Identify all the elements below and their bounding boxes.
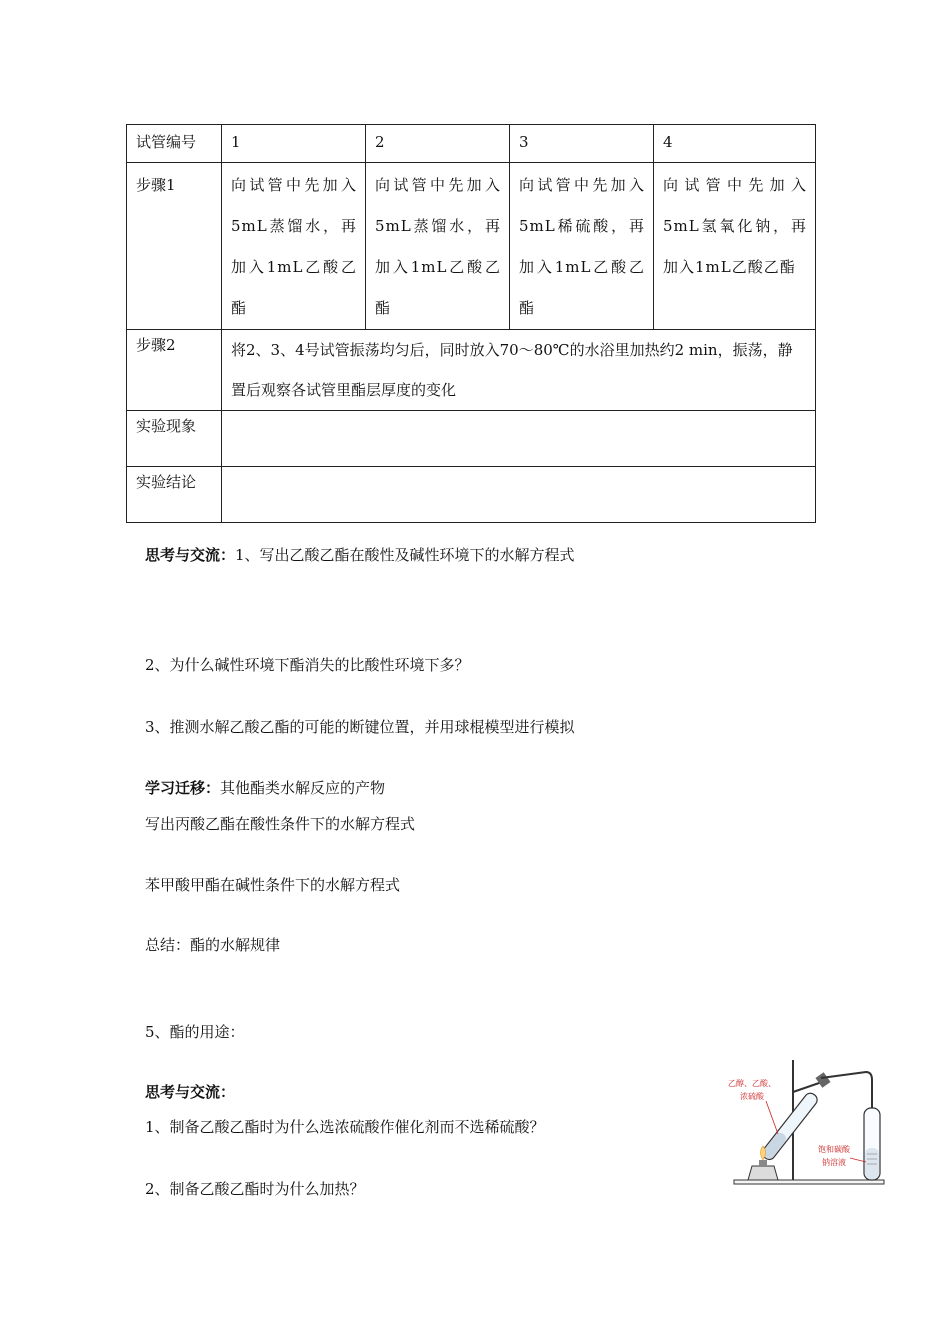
- section1-question-2: 2、为什么碱性环境下酯消失的比酸性环境下多？: [145, 656, 470, 674]
- section4-heading: 思考与交流：: [145, 1083, 236, 1101]
- header-cell-tube-1: 1: [222, 125, 366, 163]
- step1-cell-tube-2: 向试管中先加入5mL蒸馏水，再加入1mL乙酸乙酯: [366, 163, 510, 330]
- clamp-head: [815, 1072, 830, 1088]
- alcohol-lamp: [748, 1166, 778, 1180]
- apparatus-diagram: [726, 1056, 886, 1191]
- step1-cell-tube-4: 向试管中先加入5mL氢氧化钠，再加入1mL乙酸乙酯: [654, 163, 816, 330]
- section1-question-1: 1、写出乙酸乙酯在酸性及碱性环境下的水解方程式: [235, 546, 575, 564]
- label-reagents-2: 浓硫酸: [740, 1092, 764, 1101]
- reaction-tube: [760, 1091, 819, 1162]
- clamp-arm: [793, 1082, 822, 1092]
- experiment-table: [126, 124, 816, 523]
- section2-summary: 总结：酯的水解规律: [145, 936, 281, 954]
- header-cell-tube-4: 4: [654, 125, 816, 163]
- step1-label: 步骤1: [127, 163, 222, 330]
- step1-cell-tube-3: 向试管中先加入5mL稀硫酸，再加入1mL乙酸乙酯: [510, 163, 654, 330]
- table-header-row: [127, 125, 816, 163]
- step2-row: [127, 330, 816, 411]
- section1-heading: 思考与交流：: [145, 546, 236, 564]
- section2-heading-rest: 其他酯类水解反应的产物: [220, 779, 386, 797]
- stand-base: [734, 1180, 884, 1184]
- label-reagents-1: 乙醇、乙酸、: [728, 1079, 776, 1088]
- conclusion-label: 实验结论: [127, 467, 222, 523]
- label-solution-2: 钠溶液: [822, 1158, 846, 1167]
- phenomenon-label: 实验现象: [127, 411, 222, 467]
- section3-title: 5、酯的用途：: [145, 1023, 245, 1041]
- step1-cell-tube-1: 向试管中先加入5mL蒸馏水，再加入1mL乙酸乙酯: [222, 163, 366, 330]
- section2-heading-line: [145, 777, 385, 798]
- header-cell-label: 试管编号: [127, 125, 222, 163]
- label-pointer-1: [766, 1101, 778, 1134]
- collecting-liquid: [865, 1148, 879, 1179]
- section2-line-2: 苯甲酸甲酯在碱性条件下的水解方程式: [145, 876, 401, 894]
- conclusion-row: [127, 467, 816, 523]
- section2-line-1: 写出丙酸乙酯在酸性条件下的水解方程式: [145, 815, 416, 833]
- header-cell-tube-2: 2: [366, 125, 510, 163]
- step2-text: 将2、3、4号试管振荡均匀后，同时放入70～80℃的水浴里加热约2 min，振荡，静置后观察各试管里酯层厚度的变化: [222, 330, 816, 411]
- step2-label: 步骤2: [127, 330, 222, 411]
- apparatus-figure: [726, 1056, 886, 1191]
- phenomenon-answer-cell[interactable]: [222, 411, 816, 467]
- step1-row: [127, 163, 816, 330]
- section4-question-2: 2、制备乙酸乙酯时为什么加热？: [145, 1180, 365, 1198]
- conclusion-answer-cell[interactable]: [222, 467, 816, 523]
- label-solution-1: 饱和碳酸: [818, 1145, 850, 1154]
- section2-heading: 学习迁移：: [145, 779, 221, 797]
- section4-question-1: 1、制备乙酸乙酯时为什么选浓硫酸作催化剂而不选稀硫酸？: [145, 1118, 545, 1136]
- section1-question-3: 3、推测水解乙酸乙酯的可能的断键位置，并用球棍模型进行模拟: [145, 718, 575, 736]
- section1-line: [145, 544, 575, 565]
- header-cell-tube-3: 3: [510, 125, 654, 163]
- phenomenon-row: [127, 411, 816, 467]
- lamp-wick: [759, 1160, 767, 1166]
